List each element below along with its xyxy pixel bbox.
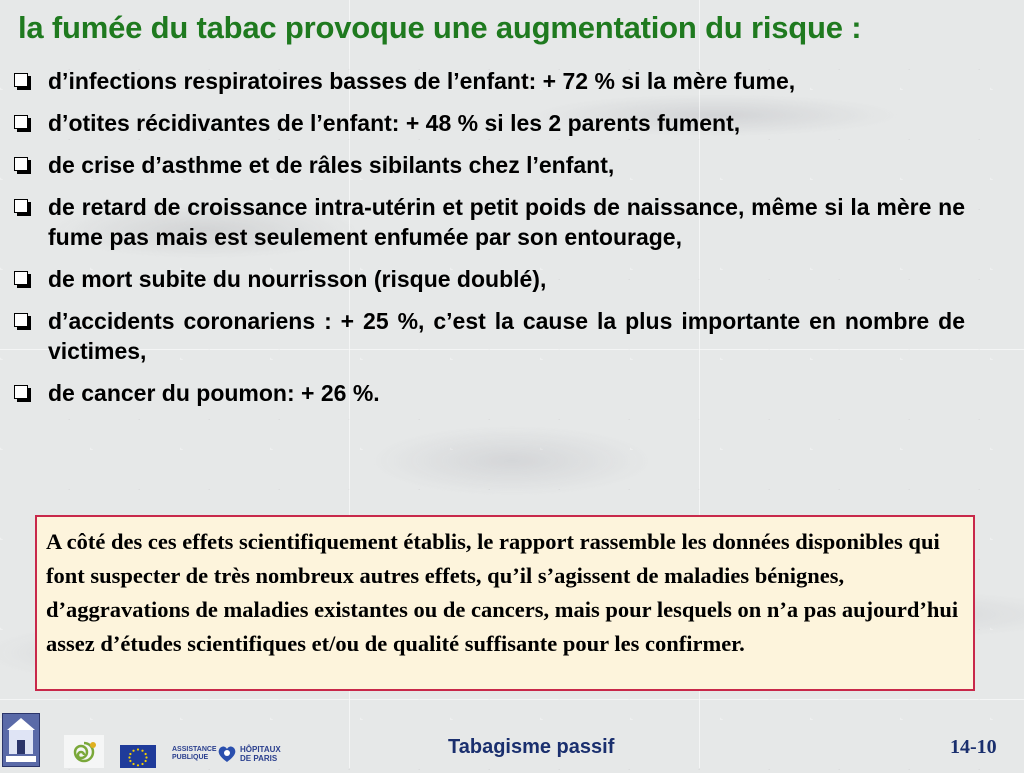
risk-item-text: de mort subite du nourrisson (risque doublé),: [48, 266, 547, 292]
spiral-logo: [64, 735, 104, 768]
risk-item-text: d’accidents coronariens : + 25 %, c’est la cause la plus importante en nombre de victimes,: [48, 308, 965, 364]
risk-item: [10, 108, 965, 138]
square-bullet-icon: [14, 199, 28, 213]
risk-item-text: d’otites récidivantes de l’enfant: + 48 % si les 2 parents fument,: [48, 110, 741, 136]
hospital-logo: [2, 713, 40, 767]
square-bullet-icon: [14, 385, 28, 399]
risk-item: [10, 378, 965, 408]
risk-list: [10, 66, 965, 420]
risk-item-text: d’infections respiratoires basses de l’enfant: + 72 % si la mère fume,: [48, 68, 796, 94]
square-bullet-icon: [14, 157, 28, 171]
risk-item-text: de cancer du poumon: + 26 %.: [48, 380, 380, 406]
risk-item: [10, 150, 965, 180]
risk-item: [10, 306, 965, 366]
aphp-logo: ASSISTANCE PUBLIQUE HÔPITAUX DE PARIS: [172, 745, 281, 763]
square-bullet-icon: [14, 271, 28, 285]
risk-item-text: de retard de croissance intra-utérin et petit poids de naissance, même si la mère ne fume pas mais est seulement enfumée par son entourage,: [48, 194, 965, 250]
heart-icon: [216, 744, 238, 764]
square-bullet-icon: [14, 73, 28, 87]
page-number: 14-10: [950, 736, 997, 758]
square-bullet-icon: [14, 115, 28, 129]
background-seam: [0, 699, 1024, 700]
risk-item-text: de crise d’asthme et de râles sibilants chez l’enfant,: [48, 152, 615, 178]
risk-item: [10, 66, 965, 96]
risk-item: [10, 192, 965, 252]
slide-title: la fumée du tabac provoque une augmentation du risque :: [18, 10, 862, 45]
risk-item: [10, 264, 965, 294]
footer-title: Tabagisme passif: [448, 736, 615, 758]
eu-flag-logo: [120, 745, 156, 768]
note-box: A côté des ces effets scientifiquement établis, le rapport rassemble les données disponibles qui font suspecter de très nombreux autres effets, qu’il s’agissent de maladies bénignes, d’aggravations de maladies existantes ou de cancers, mais pour lesquels on n’a pas aujourd’hui assez d’études scientifiques et/ou de qualité suffisante pour les confirmer.: [35, 515, 975, 691]
square-bullet-icon: [14, 313, 28, 327]
